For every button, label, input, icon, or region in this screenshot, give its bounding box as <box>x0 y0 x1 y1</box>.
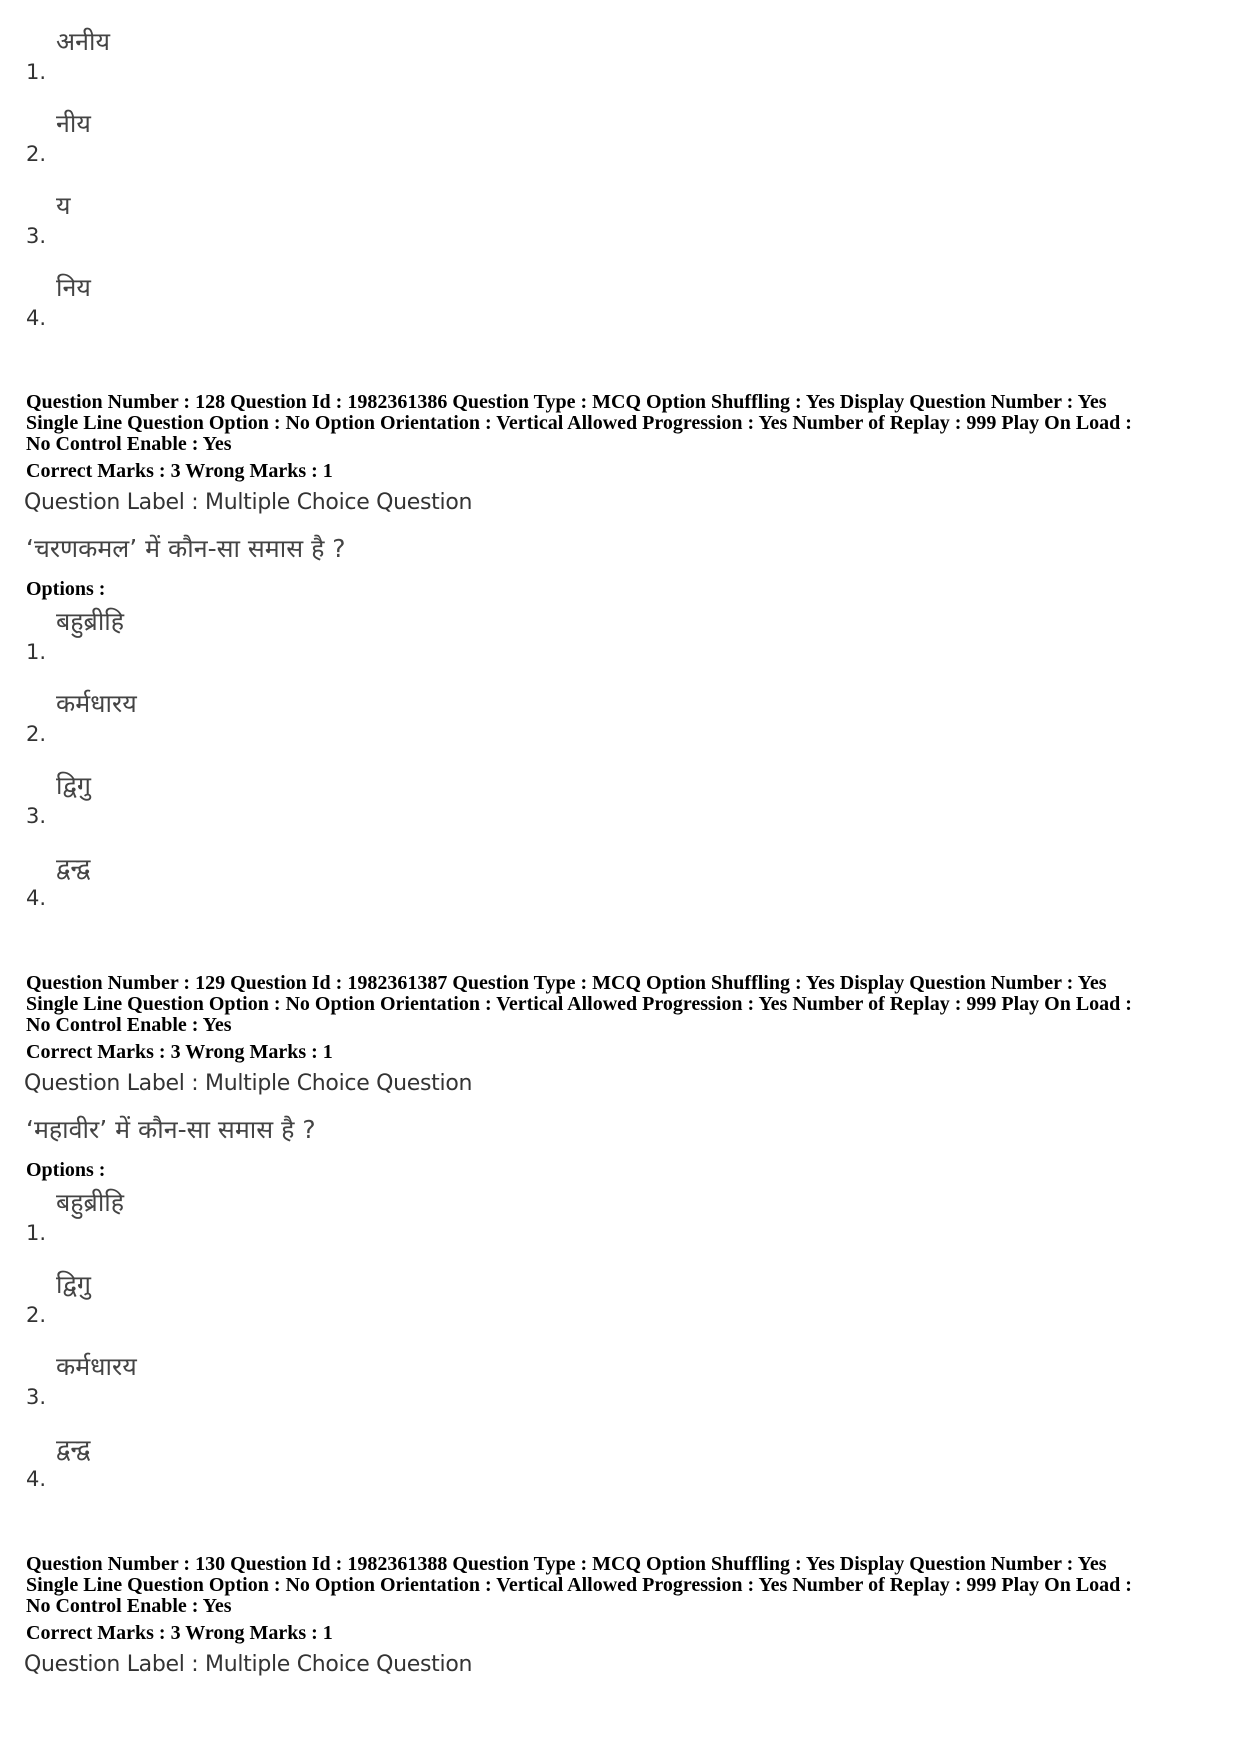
metadata-line: No Control Enable : Yes <box>26 433 232 455</box>
option-text: निय <box>56 273 91 302</box>
option-text: अनीय <box>56 27 110 56</box>
metadata-line: Single Line Question Option : No Option Orientation : Vertical Allowed Progression : Yes Number of Replay : 999 Play On Load : <box>26 412 1132 434</box>
metadata-line: Question Number : 128 Question Id : 1982361386 Question Type : MCQ Option Shuffling : Yes Display Question Number : Yes <box>26 391 1107 413</box>
option-number: 2. <box>26 722 47 746</box>
question-129-metadata <box>26 973 1216 1036</box>
question-128-metadata <box>26 392 1216 455</box>
option-text: बहुब्रीहि <box>56 1188 125 1217</box>
question-129-label: Question Label : Multiple Choice Question <box>24 1071 473 1096</box>
option-number: 3. <box>26 224 47 248</box>
option-number: 2. <box>26 1303 47 1327</box>
option-text: द्विगु <box>56 1270 91 1299</box>
metadata-line: Single Line Question Option : No Option Orientation : Vertical Allowed Progression : Yes Number of Replay : 999 Play On Load : <box>26 1574 1132 1596</box>
option-text: द्वन्द्व <box>56 1434 91 1463</box>
option-number: 4. <box>26 886 47 910</box>
option-number: 4. <box>26 1467 47 1491</box>
question-128-label: Question Label : Multiple Choice Question <box>24 490 473 515</box>
question-129-options-label: Options : <box>26 1159 106 1181</box>
option-number: 1. <box>26 60 47 84</box>
option-text: कर्मधारय <box>56 689 137 718</box>
question-129-marks: Correct Marks : 3 Wrong Marks : 1 <box>26 1041 333 1063</box>
option-number: 3. <box>26 1385 47 1409</box>
question-128-options-label: Options : <box>26 578 106 600</box>
metadata-line: Single Line Question Option : No Option Orientation : Vertical Allowed Progression : Yes Number of Replay : 999 Play On Load : <box>26 993 1132 1015</box>
question-130-label: Question Label : Multiple Choice Question <box>24 1652 473 1677</box>
question-130-metadata <box>26 1554 1216 1617</box>
option-number: 1. <box>26 640 47 664</box>
metadata-line: No Control Enable : Yes <box>26 1014 232 1036</box>
metadata-line: Question Number : 129 Question Id : 1982361387 Question Type : MCQ Option Shuffling : Yes Display Question Number : Yes <box>26 972 1107 994</box>
question-130-marks: Correct Marks : 3 Wrong Marks : 1 <box>26 1622 333 1644</box>
option-number: 3. <box>26 804 47 828</box>
option-text: य <box>56 191 71 220</box>
option-text: द्वन्द्व <box>56 853 91 882</box>
metadata-line: Question Number : 130 Question Id : 1982361388 Question Type : MCQ Option Shuffling : Yes Display Question Number : Yes <box>26 1553 1107 1575</box>
question-128-text: ‘चरणकमल’ में कौन-सा समास है ? <box>26 534 346 563</box>
metadata-line: No Control Enable : Yes <box>26 1595 232 1617</box>
option-number: 2. <box>26 142 47 166</box>
option-number: 4. <box>26 306 47 330</box>
option-text: नीय <box>56 109 91 138</box>
question-128-marks: Correct Marks : 3 Wrong Marks : 1 <box>26 460 333 482</box>
option-text: बहुब्रीहि <box>56 607 125 636</box>
question-129-text: ‘महावीर’ में कौन-सा समास है ? <box>26 1115 316 1144</box>
option-text: कर्मधारय <box>56 1352 137 1381</box>
option-number: 1. <box>26 1221 47 1245</box>
option-text: द्विगु <box>56 771 91 800</box>
